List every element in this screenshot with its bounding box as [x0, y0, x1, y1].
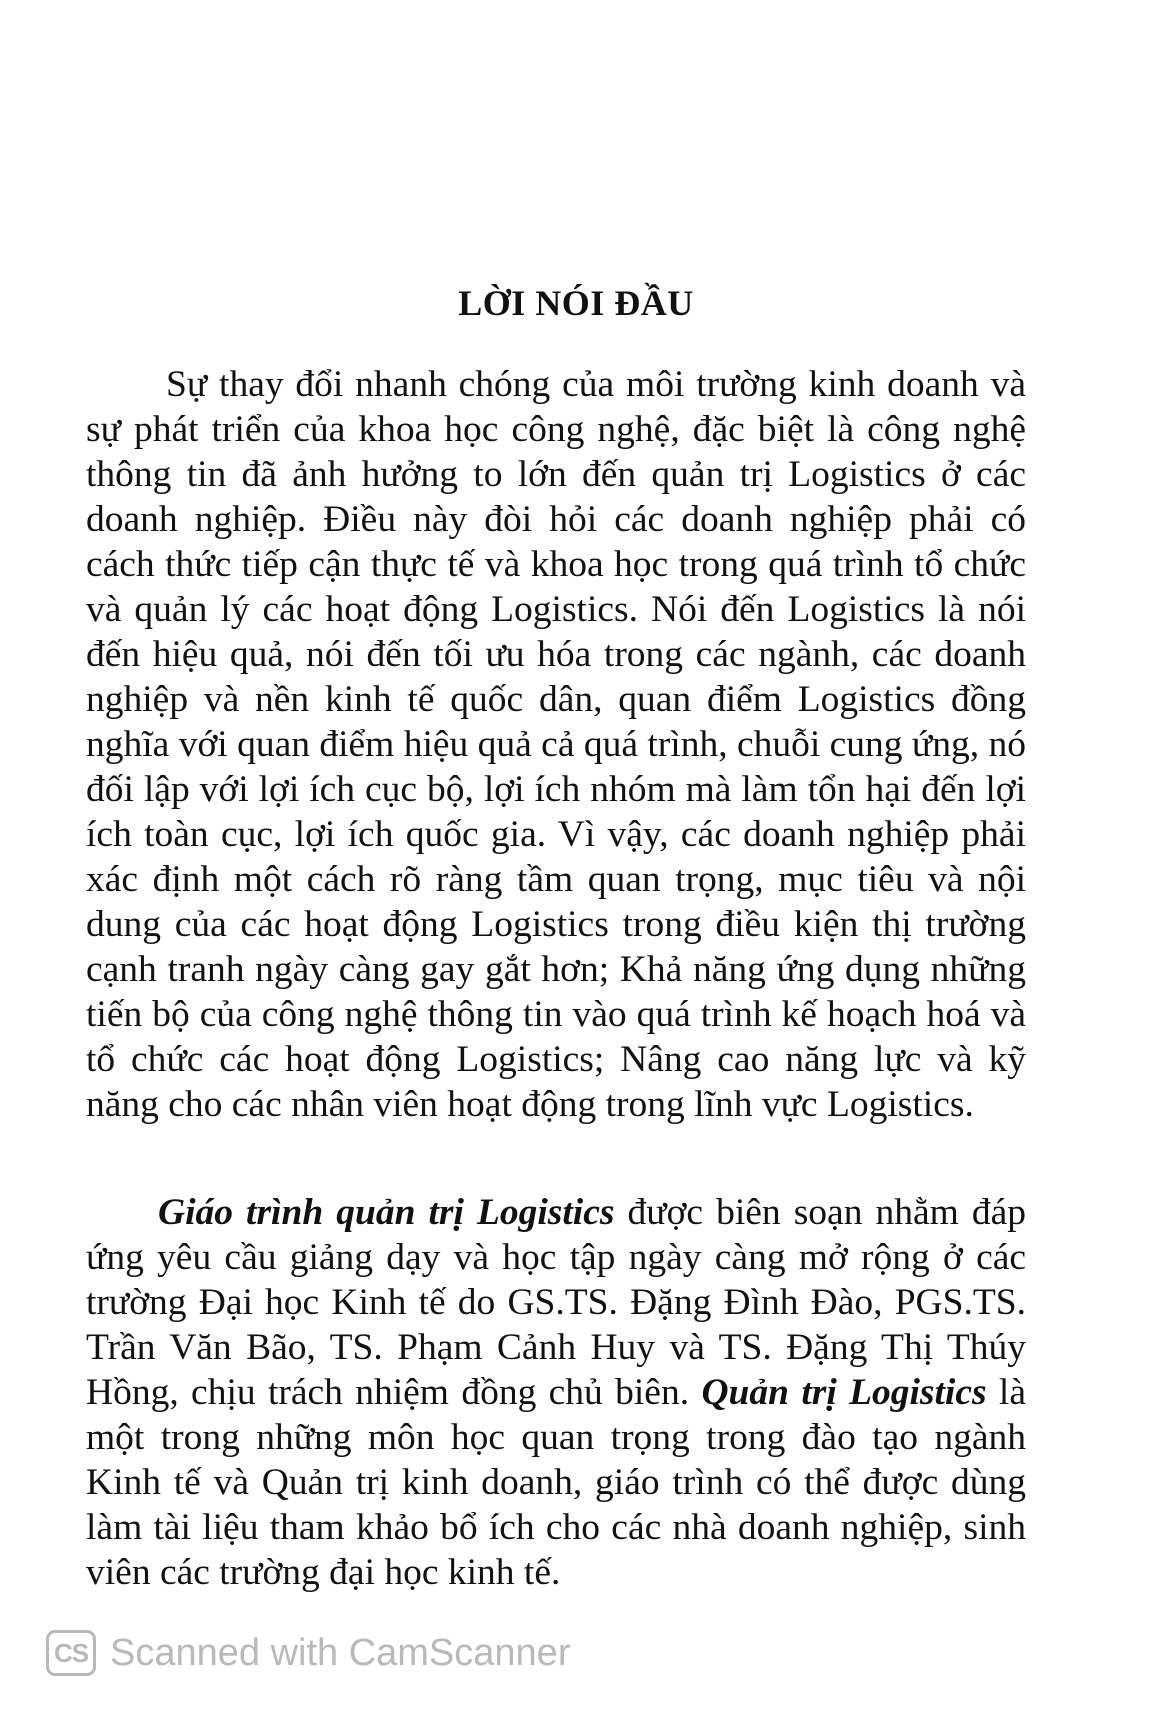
camscanner-logo-icon: CS — [46, 1630, 96, 1676]
paragraph-2-text-1: được biên soạn nhằm đáp ứng yêu cầu giảng dạy và học tập ngày càng mở rộng ở các trường Đại học Kinh tế do GS.TS. Đặng Đình Đào, PGS.TS. Trần Văn Bão, TS. Phạm Cảnh Huy và TS. Đặng Thị Thúy Hồng, chịu trách nhiệm đồng chủ biên. — [86, 1192, 1027, 1413]
book-title-emphasis: Giáo trình quản trị Logistics — [158, 1192, 615, 1233]
paragraph-2 — [86, 1190, 1026, 1595]
watermark-text: Scanned with CamScanner — [110, 1631, 571, 1674]
camscanner-watermark — [46, 1630, 570, 1676]
page-title: LỜI NÓI ĐẦU — [458, 283, 694, 323]
course-title-emphasis: Quản trị Logistics — [701, 1372, 987, 1413]
paragraph-1: Sự thay đổi nhanh chóng của môi trường kinh doanh và sự phát triển của khoa học công nghệ, đặc biệt là công nghệ thông tin đã ảnh hưởng to lớn đến quản trị Logistics ở các doanh nghiệp. Điều này đòi hỏi các doanh nghiệp phải có cách thức tiếp cận thực tế và khoa học trong quá trình tổ chức và quản lý các hoạt động Logistics. Nói đến Logistics là nói đến hiệu quả, nói đến tối ưu hóa trong các ngành, các doanh nghiệp và nền kinh tế quốc dân, quan điểm Logistics đồng nghĩa với quan điểm hiệu quả cả quá trình, chuỗi cung ứng, nó đối lập với lợi ích cục bộ, lợi ích nhóm mà làm tổn hại đến lợi ích toàn cục, lợi ích quốc gia. Vì vậy, các doanh nghiệp phải xác định một cách rõ ràng tầm quan trọng, mục tiêu và nội dung của các hoạt động Logistics trong điều kiện thị trường cạnh tranh ngày càng gay gắt hơn; Khả năng ứng dụng những tiến bộ của công nghệ thông tin vào quá trình kế hoạch hoá và tổ chức các hoạt động Logistics; Nâng cao năng lực và kỹ năng cho các nhân viên hoạt động trong lĩnh vực Logistics. — [86, 364, 1026, 1125]
paragraph-2-text-2: là một trong những môn học quan trọng trong đào tạo ngành Kinh tế và Quản trị kinh doanh, giáo trình có thể được dùng làm tài liệu tham khảo bổ ích cho các nhà doanh nghiệp, sinh viên các trường đại học kinh tế. — [86, 1372, 1026, 1593]
